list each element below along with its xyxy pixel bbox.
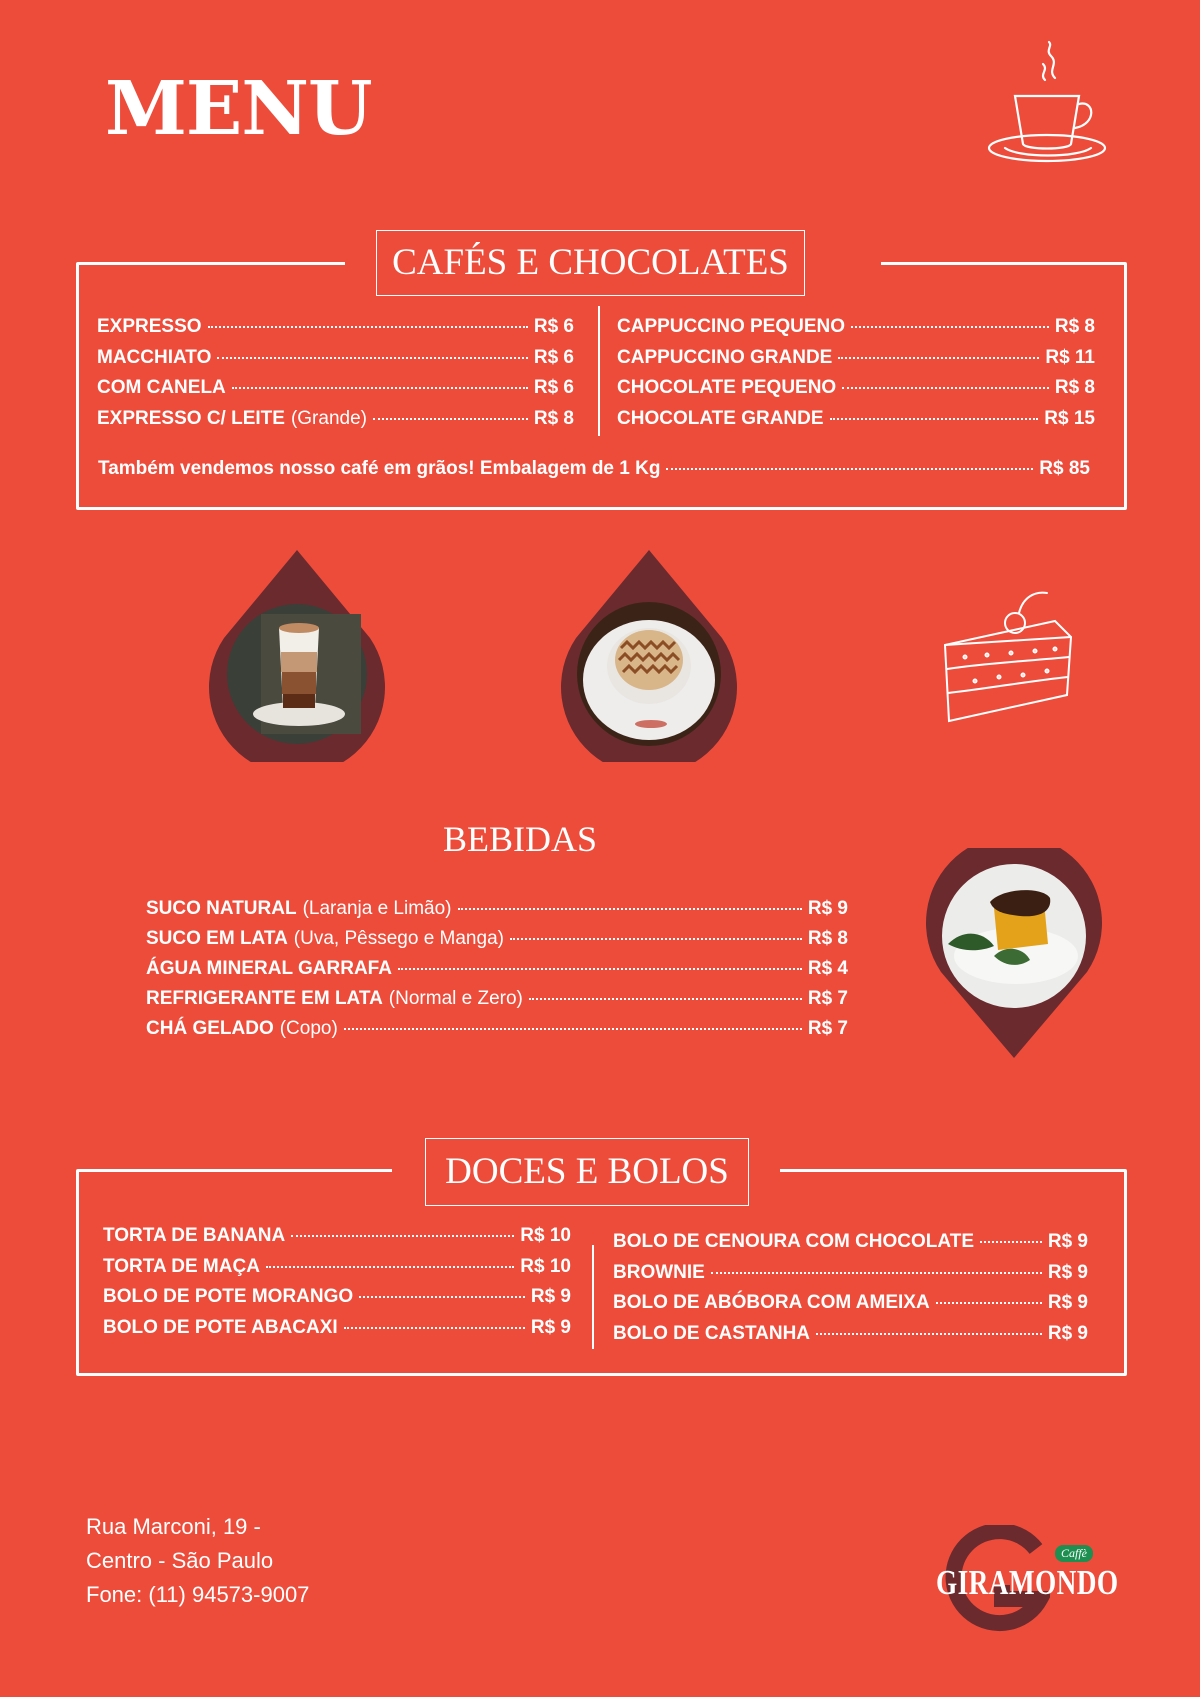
list-item: REFRIGERANTE EM LATA (Normal e Zero) R$ 7 (146, 988, 848, 1009)
list-item: CHOCOLATE PEQUENO R$ 8 (617, 377, 1095, 398)
coffee-cup-icon (985, 40, 1115, 170)
list-item: BOLO DE POTE MORANGO R$ 9 (103, 1286, 571, 1307)
logo-name: GIRAMONDO (936, 1563, 1119, 1602)
cake-slice-icon (935, 585, 1085, 725)
list-item: BROWNIE R$ 9 (613, 1261, 1088, 1283)
list-item: BOLO DE ABÓBORA COM AMEIXA R$ 9 (613, 1292, 1088, 1313)
list-item: CHÁ GELADO (Copo) R$ 7 (146, 1018, 848, 1039)
cafes-column-divider (598, 306, 600, 436)
bebidas-section-title: BEBIDAS (442, 819, 598, 859)
cafes-left-column (97, 316, 574, 438)
list-item: BOLO DE CENOURA COM CHOCOLATE R$ 9 (613, 1231, 1088, 1252)
cappuccino-photo (559, 548, 739, 762)
list-item: CAPPUCCINO PEQUENO R$ 8 (617, 316, 1095, 337)
footer-address (86, 1510, 309, 1612)
cafes-right-column (617, 316, 1095, 438)
list-item: TORTA DE MAÇA R$ 10 (103, 1255, 571, 1277)
bebidas-list (146, 898, 848, 1048)
list-item: ÁGUA MINERAL GARRAFA R$ 4 (146, 958, 848, 979)
list-item: CAPPUCCINO GRANDE R$ 11 (617, 346, 1095, 368)
cake-slice-photo (924, 848, 1104, 1060)
doces-right-column (613, 1231, 1088, 1353)
list-item: BOLO DE POTE ABACAXI R$ 9 (103, 1316, 571, 1338)
coffee-beans-offer: Também vendemos nosso café em grãos! Embalagem de 1 Kg R$ 85 (98, 458, 1090, 479)
list-item: MACCHIATO R$ 6 (97, 346, 574, 368)
logo-badge: Caffè (1055, 1545, 1093, 1562)
list-item: SUCO EM LATA (Uva, Pêssego e Manga) R$ 8 (146, 928, 848, 949)
list-item: EXPRESSO C/ LEITE (Grande) R$ 8 (97, 407, 574, 429)
list-item: COM CANELA R$ 6 (97, 377, 574, 398)
giramondo-logo (936, 1525, 1119, 1635)
doces-column-divider (592, 1245, 594, 1349)
list-item: CHOCOLATE GRANDE R$ 15 (617, 407, 1095, 429)
doces-left-column (103, 1225, 571, 1347)
address-line: Rua Marconi, 19 - (86, 1514, 261, 1539)
phone-number: Fone: (11) 94573-9007 (86, 1582, 310, 1607)
list-item: TORTA DE BANANA R$ 10 (103, 1225, 571, 1246)
latte-macchiato-photo (207, 548, 387, 762)
list-item: BOLO DE CASTANHA R$ 9 (613, 1322, 1088, 1344)
menu-title: MENU (105, 66, 372, 152)
cafes-section-title: CAFÉS E CHOCOLATES (376, 230, 805, 296)
doces-section-title: DOCES E BOLOS (425, 1138, 749, 1206)
list-item: EXPRESSO R$ 6 (97, 316, 574, 337)
list-item: SUCO NATURAL (Laranja e Limão) R$ 9 (146, 898, 848, 919)
address-line: Centro - São Paulo (86, 1548, 274, 1573)
